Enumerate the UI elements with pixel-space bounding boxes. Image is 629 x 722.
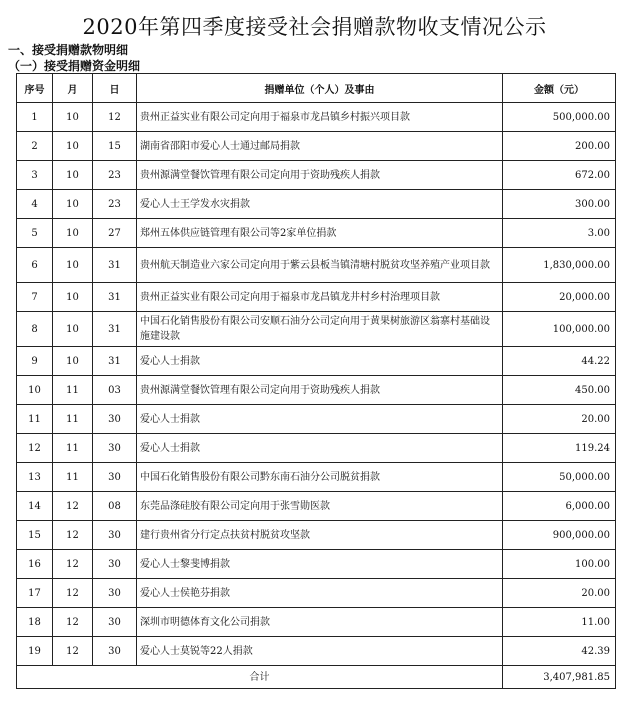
serial-cell: 4	[17, 190, 53, 219]
amount-cell: 44.22	[503, 347, 616, 376]
day-cell: 30	[93, 608, 137, 637]
amount-cell: 1,830,000.00	[503, 248, 616, 283]
section-heading: 一、接受捐赠款物明细	[8, 43, 129, 57]
serial-cell: 12	[17, 434, 53, 463]
subsection-heading: （一）接受捐赠资金明细	[8, 59, 141, 73]
donor-cell: 建行贵州省分行定点扶贫村脱贫攻坚款	[137, 521, 503, 550]
day-cell: 31	[93, 347, 137, 376]
amount-cell: 672.00	[503, 161, 616, 190]
table-row	[17, 434, 616, 463]
donor-cell: 贵州航天制造业六家公司定向用于紫云县板当镇清塘村脱贫攻坚养殖产业项目款	[137, 248, 503, 283]
table-row	[17, 463, 616, 492]
amount-cell: 119.24	[503, 434, 616, 463]
table-row	[17, 608, 616, 637]
amount-cell: 3.00	[503, 219, 616, 248]
serial-cell: 17	[17, 579, 53, 608]
amount-cell: 50,000.00	[503, 463, 616, 492]
day-cell: 30	[93, 463, 137, 492]
header-month: 月	[53, 74, 93, 103]
amount-cell: 200.00	[503, 132, 616, 161]
donor-cell: 贵州源满堂餐饮管理有限公司定向用于资助残疾人捐款	[137, 161, 503, 190]
serial-cell: 16	[17, 550, 53, 579]
serial-cell: 13	[17, 463, 53, 492]
month-cell: 12	[53, 637, 93, 666]
donation-table	[16, 73, 616, 689]
donor-cell: 爱心人士黎斐博捐款	[137, 550, 503, 579]
donor-cell: 爱心人士王学发水灾捐款	[137, 190, 503, 219]
serial-cell: 6	[17, 248, 53, 283]
month-cell: 10	[53, 312, 93, 347]
serial-cell: 1	[17, 103, 53, 132]
day-cell: 12	[93, 103, 137, 132]
table-row	[17, 637, 616, 666]
total-label: 合计	[17, 666, 503, 689]
donor-cell: 深圳市明德体育文化公司捐款	[137, 608, 503, 637]
serial-cell: 11	[17, 405, 53, 434]
table-row	[17, 405, 616, 434]
table-row	[17, 219, 616, 248]
amount-cell: 20.00	[503, 579, 616, 608]
amount-cell: 450.00	[503, 376, 616, 405]
serial-cell: 19	[17, 637, 53, 666]
table-row	[17, 550, 616, 579]
table-row	[17, 132, 616, 161]
donor-cell: 爱心人士侯艳芬捐款	[137, 579, 503, 608]
donor-cell: 爱心人士捐款	[137, 405, 503, 434]
donor-cell: 湖南省邵阳市爱心人士通过邮局捐款	[137, 132, 503, 161]
day-cell: 30	[93, 579, 137, 608]
total-row	[17, 666, 616, 689]
table-row	[17, 376, 616, 405]
amount-cell: 900,000.00	[503, 521, 616, 550]
header-donor: 捐赠单位（个人）及事由	[137, 74, 503, 103]
amount-cell: 300.00	[503, 190, 616, 219]
page-title: 2020年第四季度接受社会捐赠款物收支情况公示	[82, 15, 547, 39]
serial-cell: 15	[17, 521, 53, 550]
donor-cell: 爱心人士捐款	[137, 347, 503, 376]
header-serial: 序号	[17, 74, 53, 103]
day-cell: 31	[93, 312, 137, 347]
day-cell: 30	[93, 521, 137, 550]
table-row	[17, 190, 616, 219]
month-cell: 11	[53, 405, 93, 434]
month-cell: 12	[53, 608, 93, 637]
month-cell: 10	[53, 132, 93, 161]
month-cell: 10	[53, 190, 93, 219]
donor-cell: 郑州五体供应链管理有限公司等2家单位捐款	[137, 219, 503, 248]
table-row	[17, 579, 616, 608]
month-cell: 12	[53, 579, 93, 608]
day-cell: 30	[93, 434, 137, 463]
donor-cell: 爱心人士莫锐等22人捐款	[137, 637, 503, 666]
amount-cell: 100.00	[503, 550, 616, 579]
donor-cell: 中国石化销售股份有限公司黔东南石油分公司脱贫捐款	[137, 463, 503, 492]
month-cell: 12	[53, 492, 93, 521]
donor-cell: 贵州源满堂餐饮管理有限公司定向用于资助残疾人捐款	[137, 376, 503, 405]
day-cell: 27	[93, 219, 137, 248]
serial-cell: 14	[17, 492, 53, 521]
month-cell: 11	[53, 463, 93, 492]
table-row	[17, 521, 616, 550]
month-cell: 10	[53, 248, 93, 283]
serial-cell: 2	[17, 132, 53, 161]
month-cell: 10	[53, 347, 93, 376]
amount-cell: 42.39	[503, 637, 616, 666]
serial-cell: 18	[17, 608, 53, 637]
donor-cell: 中国石化销售股份有限公司安顺石油分公司定向用于黄果树旅游区翁寨村基础设施建设款	[137, 312, 503, 347]
day-cell: 31	[93, 248, 137, 283]
day-cell: 03	[93, 376, 137, 405]
serial-cell: 10	[17, 376, 53, 405]
serial-cell: 8	[17, 312, 53, 347]
day-cell: 15	[93, 132, 137, 161]
table-row	[17, 312, 616, 347]
table-row	[17, 283, 616, 312]
header-amount: 金额（元）	[503, 74, 616, 103]
month-cell: 10	[53, 103, 93, 132]
serial-cell: 3	[17, 161, 53, 190]
serial-cell: 9	[17, 347, 53, 376]
month-cell: 12	[53, 521, 93, 550]
day-cell: 30	[93, 550, 137, 579]
amount-cell: 20.00	[503, 405, 616, 434]
month-cell: 12	[53, 550, 93, 579]
table-row	[17, 248, 616, 283]
donor-cell: 贵州正益实业有限公司定向用于福泉市龙昌镇乡村振兴项目款	[137, 103, 503, 132]
amount-cell: 20,000.00	[503, 283, 616, 312]
serial-cell: 5	[17, 219, 53, 248]
table-row	[17, 161, 616, 190]
donor-cell: 东莞品涤硅胶有限公司定向用于张雪勋医款	[137, 492, 503, 521]
month-cell: 11	[53, 434, 93, 463]
header-day: 日	[93, 74, 137, 103]
table-row	[17, 103, 616, 132]
amount-cell: 500,000.00	[503, 103, 616, 132]
serial-cell: 7	[17, 283, 53, 312]
month-cell: 10	[53, 161, 93, 190]
day-cell: 23	[93, 190, 137, 219]
table-row	[17, 347, 616, 376]
donor-cell: 爱心人士捐款	[137, 434, 503, 463]
day-cell: 30	[93, 637, 137, 666]
day-cell: 08	[93, 492, 137, 521]
amount-cell: 100,000.00	[503, 312, 616, 347]
month-cell: 10	[53, 283, 93, 312]
amount-cell: 6,000.00	[503, 492, 616, 521]
month-cell: 10	[53, 219, 93, 248]
table-header-row	[17, 74, 616, 103]
donor-cell: 贵州正益实业有限公司定向用于福泉市龙昌镇龙井村乡村治理项目款	[137, 283, 503, 312]
month-cell: 11	[53, 376, 93, 405]
day-cell: 23	[93, 161, 137, 190]
table-row	[17, 492, 616, 521]
total-amount: 3,407,981.85	[503, 666, 616, 689]
day-cell: 31	[93, 283, 137, 312]
day-cell: 30	[93, 405, 137, 434]
amount-cell: 11.00	[503, 608, 616, 637]
